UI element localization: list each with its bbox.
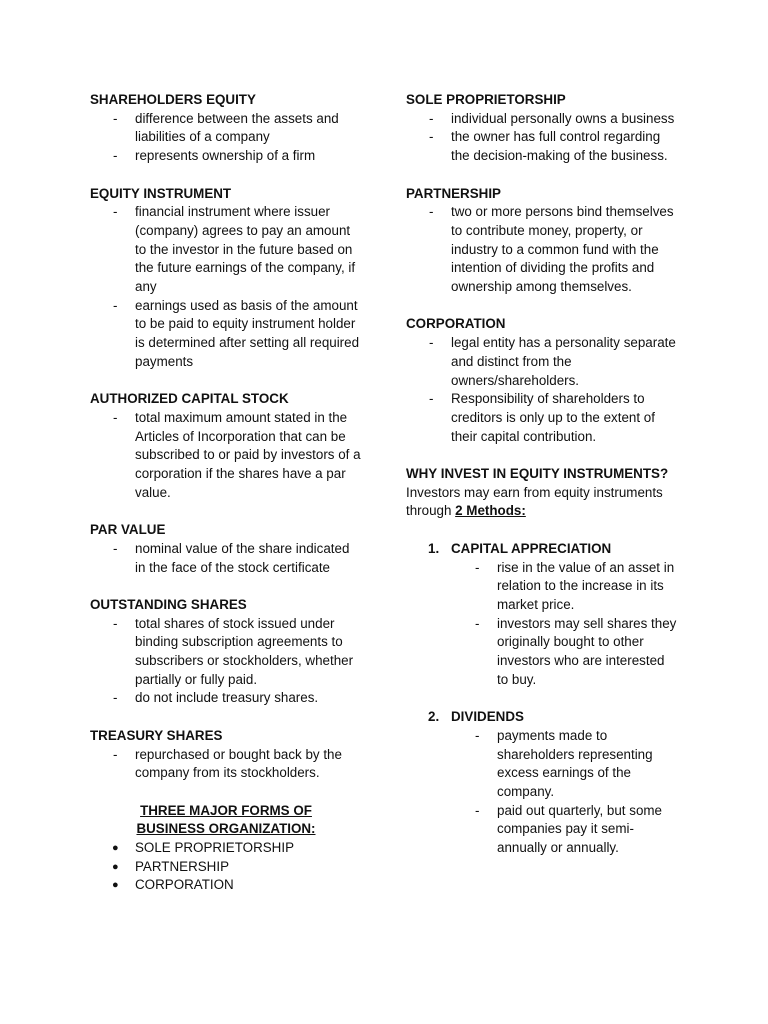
dash-list [406, 203, 696, 297]
bullet-marker: ● [112, 879, 119, 892]
dash-marker: - [475, 615, 480, 631]
list-item-text: difference between the assets and liabilities of a company [135, 110, 339, 145]
section-heading: SOLE PROPRIETORSHIP [406, 92, 566, 107]
dash-marker: - [113, 110, 118, 126]
bullet-list [90, 839, 380, 895]
dash-marker: - [113, 615, 118, 631]
list-item [406, 390, 696, 446]
section-heading: PARTNERSHIP [406, 185, 501, 201]
section-heading: PAR VALUE [90, 522, 166, 538]
dash-marker: - [113, 204, 118, 220]
list-item-text: the owner has full control regarding the decision-making of the business. [451, 129, 668, 164]
list-item [406, 203, 696, 297]
list-item-text: two or more persons bind themselves to contribute money, property, or industry to a common fund with the intention of dividing the profits and ownership among themselves. [451, 204, 674, 295]
left-column [90, 91, 380, 895]
dash-marker: - [475, 727, 480, 743]
list-item-text: do not include treasury shares. [135, 690, 319, 706]
intro-text: Investors may earn from equity instruments through [406, 484, 663, 519]
method-heading [406, 708, 696, 727]
list-item [406, 559, 696, 615]
section-heading: TREASURY SHARES [90, 727, 223, 743]
dash-list [90, 615, 380, 709]
list-item [406, 615, 696, 690]
dash-list [90, 110, 380, 166]
dash-marker: - [113, 297, 118, 313]
dash-marker: - [113, 746, 118, 762]
method-dividends [406, 708, 696, 858]
list-item-text: repurchased or bought back by the company from its stockholders. [135, 746, 342, 781]
section-par-value [90, 521, 380, 577]
section-why-invest [406, 465, 696, 521]
section-outstanding-shares [90, 596, 380, 708]
section-heading: OUTSTANDING SHARES [90, 596, 247, 612]
forms-heading-line1: THREE MAJOR FORMS OF [140, 802, 312, 818]
dash-list [90, 746, 380, 783]
list-item-text: rise in the value of an asset in relation to the increase in its market price. [497, 559, 675, 612]
list-item-text: payments made to shareholders representing excess earnings of the company. [497, 727, 653, 799]
list-item [90, 147, 380, 166]
list-item-text: earnings used as basis of the amount to be paid to equity instrument holder is determined after setting all required payments [135, 297, 360, 369]
list-item-text: Responsibility of shareholders to creditors is only up to the extent of their capital contribution. [451, 391, 655, 444]
section-equity-instrument [90, 185, 380, 372]
section-partnership [406, 185, 696, 297]
section-authorized-capital-stock [90, 390, 380, 502]
method-title: CAPITAL APPRECIATION [451, 540, 612, 556]
dash-list [406, 334, 696, 446]
list-item-text: CORPORATION [135, 877, 234, 893]
section-heading: SHAREHOLDERS EQUITY [90, 92, 256, 107]
list-item [406, 334, 696, 390]
section-corporation [406, 315, 696, 446]
list-item-text: total maximum amount stated in the Articles of Incorporation that can be subscribed to or paid by investors of a corporation if the shares have a par value. [135, 409, 361, 500]
right-column [406, 91, 696, 876]
list-item [90, 409, 380, 503]
dash-marker: - [429, 391, 434, 407]
list-item [90, 297, 380, 372]
section-sole-proprietorship [406, 91, 696, 166]
list-item-text: nominal value of the share indicated in the face of the stock certificate [135, 540, 350, 575]
list-item [406, 802, 696, 858]
dash-marker: - [113, 148, 118, 164]
list-item-text: total shares of stock issued under binding subscription agreements to subscribers or stockholders, whether partially or fully paid. [135, 615, 354, 687]
list-item [90, 839, 380, 858]
section-treasury-shares [90, 727, 380, 783]
list-item [90, 858, 380, 877]
section-heading: AUTHORIZED CAPITAL STOCK [90, 391, 289, 407]
method-capital-appreciation [406, 540, 696, 690]
dash-marker: - [429, 110, 434, 126]
section-heading: WHY INVEST IN EQUITY INSTRUMENTS? [406, 466, 669, 482]
method-number: 1. [428, 540, 440, 556]
list-item [406, 128, 696, 165]
method-number: 2. [428, 709, 440, 725]
list-item-text: financial instrument where issuer (company) agrees to pay an amount to the investor in the future based on the future earnings of the company, if any [135, 204, 356, 295]
section-heading: EQUITY INSTRUMENT [90, 185, 232, 201]
dash-list [90, 409, 380, 503]
list-item [90, 876, 380, 895]
list-item [406, 110, 696, 129]
intro-emphasis: 2 Methods: [455, 503, 526, 519]
dash-marker: - [429, 204, 434, 220]
section-shareholders-equity [90, 91, 380, 166]
forms-heading-line2: BUSINESS ORGANIZATION: [136, 821, 316, 837]
why-invest-intro [406, 484, 696, 521]
list-item-text: investors may sell shares they originally bought to other investors who are interested to buy. [497, 615, 677, 687]
dash-marker: - [113, 540, 118, 556]
list-item [90, 746, 380, 783]
list-item-text: represents ownership of a firm [135, 148, 316, 164]
forms-of-business-block [90, 802, 380, 896]
list-item-text: paid out quarterly, but some companies pay it semi-annually or annually. [497, 802, 662, 856]
list-item-text: legal entity has a personality separate and distinct from the owners/shareholders. [451, 335, 676, 388]
list-item [90, 540, 380, 577]
dash-marker: - [113, 409, 118, 425]
list-item-text: PARTNERSHIP [135, 858, 230, 874]
list-item [406, 727, 696, 802]
dash-marker: - [429, 129, 434, 145]
dash-marker: - [475, 802, 480, 818]
list-item [90, 203, 380, 297]
dash-list [90, 540, 380, 577]
list-item [90, 615, 380, 690]
method-heading [406, 540, 696, 559]
dash-list [406, 110, 696, 166]
dash-list [406, 727, 696, 858]
dash-list [90, 203, 380, 371]
list-item-text: SOLE PROPRIETORSHIP [135, 840, 294, 856]
list-item [90, 689, 380, 708]
dash-marker: - [113, 690, 118, 706]
section-heading: CORPORATION [406, 316, 506, 332]
list-item-text: individual personally owns a business [451, 110, 675, 126]
method-title: DIVIDENDS [451, 709, 524, 725]
dash-list [406, 559, 696, 690]
dash-marker: - [475, 559, 480, 575]
bullet-marker: ● [112, 842, 119, 855]
list-item [90, 110, 380, 147]
bullet-marker: ● [112, 860, 119, 873]
dash-marker: - [429, 335, 434, 351]
